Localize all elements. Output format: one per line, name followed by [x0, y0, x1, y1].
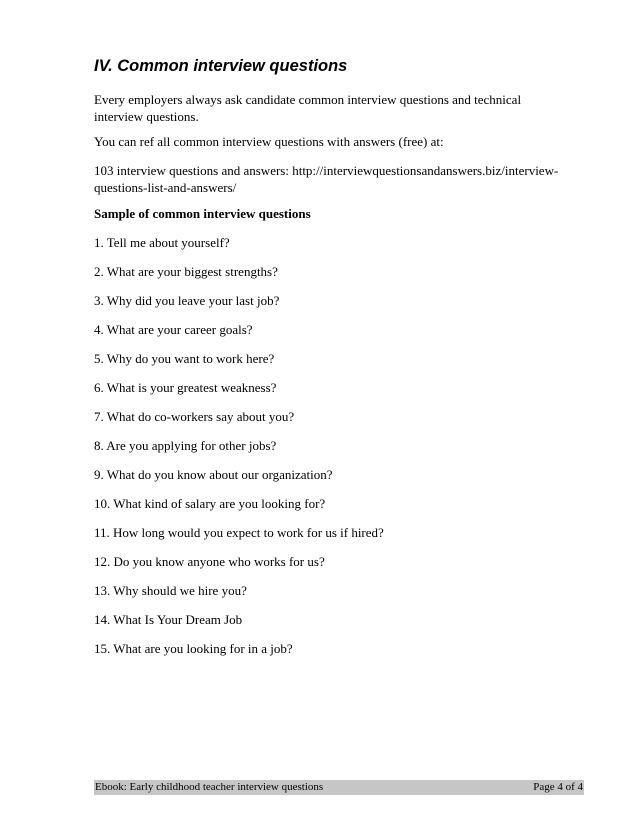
question-item: 4. What are your career goals? [94, 322, 253, 337]
question-item: 14. What Is Your Dream Job [94, 612, 243, 627]
question-item: 6. What is your greatest weakness? [94, 380, 277, 395]
document-page [94, 0, 586, 826]
sample-questions-subheading: Sample of common interview questions [94, 206, 311, 221]
question-item: 7. What do co-workers say about you? [94, 409, 295, 424]
footer-page-number: Page 4 of 4 [533, 781, 583, 793]
question-item: 1. Tell me about yourself? [94, 235, 230, 250]
question-item: 8. Are you applying for other jobs? [94, 438, 277, 453]
reference-link-paragraph: 103 interview questions and answers: http://interviewquestionsandanswers.biz/interview-questions-list-and-answers/ [94, 163, 559, 195]
intro-paragraph: Every employers always ask candidate common interview questions and technical interview questions. [94, 92, 522, 124]
question-item: 15. What are you looking for in a job? [94, 641, 293, 656]
question-item: 13. Why should we hire you? [94, 583, 247, 598]
question-item: 5. Why do you want to work here? [94, 351, 275, 366]
footer-ebook-title: Ebook: Early childhood teacher interview questions [95, 781, 324, 793]
page-footer [94, 780, 584, 795]
question-item: 2. What are your biggest strengths? [94, 264, 278, 279]
question-item: 3. Why did you leave your last job? [94, 293, 280, 308]
reference-paragraph: You can ref all common interview questions with answers (free) at: [94, 134, 444, 149]
question-item: 12. Do you know anyone who works for us? [94, 554, 325, 569]
questions-list [94, 234, 384, 669]
question-item: 10. What kind of salary are you looking for? [94, 496, 326, 511]
question-item: 11. How long would you expect to work for us if hired? [94, 525, 384, 540]
question-item: 9. What do you know about our organization? [94, 467, 333, 482]
section-heading: IV. Common interview questions [94, 57, 348, 75]
